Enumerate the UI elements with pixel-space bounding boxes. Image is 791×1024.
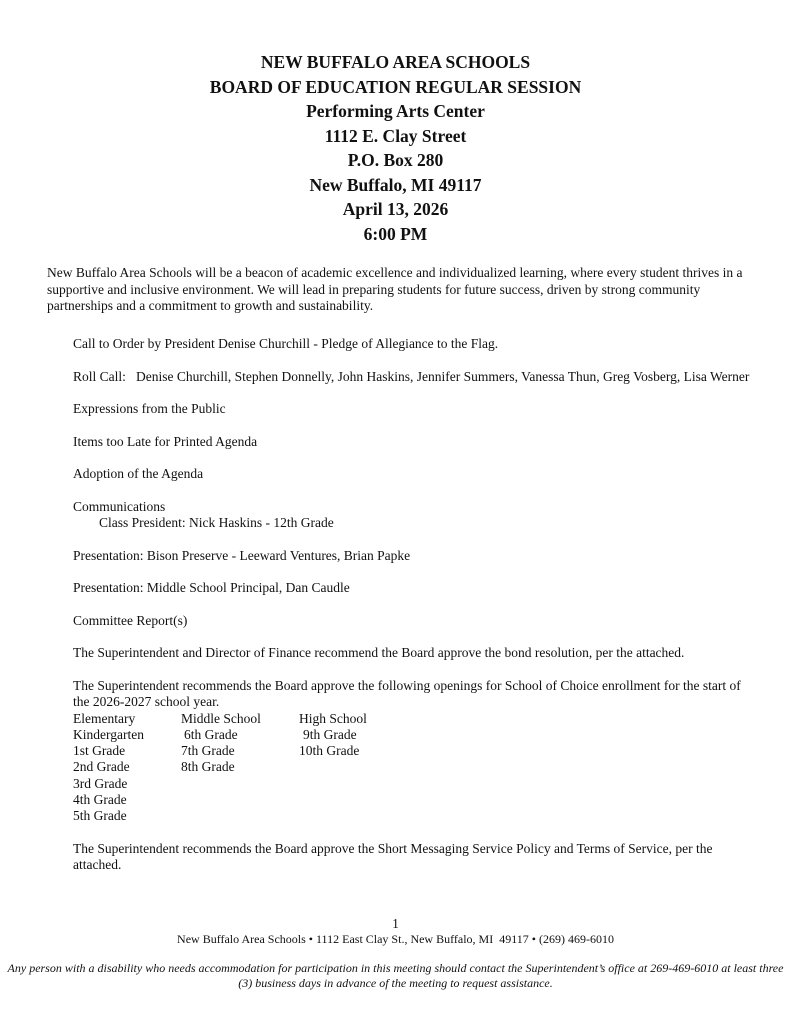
grade-cell (299, 808, 429, 824)
grade-cell: 3rd Grade (73, 775, 128, 791)
grade-cell: 7th Grade (181, 743, 235, 759)
agenda-item-roll-call: Roll Call: Denise Churchill, Stephen Donnelly, John Haskins, Jennifer Summers, Vanessa Thun, Greg Vosberg, Lisa Werner (73, 368, 750, 384)
grade-openings-table (73, 711, 753, 825)
grade-column-header: High School (299, 710, 367, 726)
grade-cell (181, 776, 299, 792)
grade-cell: 9th Grade (303, 726, 357, 742)
grade-cell: 6th Grade (184, 726, 238, 742)
grade-cell (299, 792, 429, 808)
agenda-item-school-of-choice (73, 678, 753, 825)
communications-class-president: Class President: Nick Haskins - 12th Grade (99, 515, 334, 530)
grade-cell: 5th Grade (73, 808, 127, 824)
grade-cell: 10th Grade (299, 743, 360, 759)
footer-address: New Buffalo Area Schools • 1112 East Clay St., New Buffalo, MI 49117 • (269) 469-6010 (177, 932, 614, 946)
grade-cell: 8th Grade (181, 759, 235, 775)
grade-column-header: Elementary (73, 710, 136, 726)
agenda-item-sms-policy: The Superintendent recommends the Board approve the Short Messaging Service Policy and Terms of Service, per the attached. (73, 840, 713, 873)
agenda-item-expressions: Expressions from the Public (73, 401, 226, 416)
header-venue: Performing Arts Center (306, 101, 485, 121)
agenda-item-bond-resolution: The Superintendent and Director of Finance recommend the Board approve the bond resolution, per the attached. (73, 645, 685, 660)
agenda-item-communications (73, 499, 753, 532)
document-header (0, 50, 791, 246)
grade-cell: 4th Grade (73, 791, 127, 807)
grade-cell: Kindergarten (73, 726, 144, 742)
grade-cell: 2nd Grade (73, 759, 130, 775)
header-time: 6:00 PM (363, 223, 428, 244)
grade-cell: 1st Grade (73, 743, 126, 759)
grade-cell (299, 776, 429, 792)
header-city: New Buffalo, MI 49117 (309, 174, 482, 195)
agenda-item-call-to-order: Call to Order by President Denise Churchill - Pledge of Allegiance to the Flag. (73, 336, 499, 351)
grade-column-header: Middle School (181, 710, 261, 726)
mission-statement: New Buffalo Area Schools will be a beacon of academic excellence and individualized learning, where every student thrives in a supportive and inclusive environment. We will lead in preparing students for future success, driven by strong community partnerships and a commitment to growth and sustainability. (47, 265, 743, 313)
header-date: April 13, 2026 (342, 199, 449, 219)
header-district-name: NEW BUFFALO AREA SCHOOLS (260, 52, 531, 72)
page-number: 1 (392, 916, 399, 931)
header-po-box: P.O. Box 280 (347, 150, 444, 170)
grade-cell (181, 792, 299, 808)
communications-heading: Communications (73, 498, 166, 514)
grade-cell (299, 759, 429, 775)
header-session-title: BOARD OF EDUCATION REGULAR SESSION (209, 76, 582, 97)
agenda-item-adoption: Adoption of the Agenda (73, 466, 204, 481)
agenda-item-committee-reports: Committee Report(s) (73, 612, 188, 628)
agenda-list (73, 336, 753, 890)
header-street: 1112 E. Clay Street (324, 125, 467, 146)
agenda-item-presentation-principal: Presentation: Middle School Principal, Dan Caudle (73, 580, 350, 595)
grade-cell (181, 808, 299, 824)
accommodation-notice: Any person with a disability who needs accommodation for participation in this meeting should contact the Superintendent’s office at 269-469-6010 at least three (3) business days in advance of the meeting to request assistance. (7, 961, 784, 990)
agenda-item-items-too-late: Items too Late for Printed Agenda (73, 433, 258, 449)
agenda-item-presentation-bison: Presentation: Bison Preserve - Leeward Ventures, Brian Papke (73, 547, 411, 563)
school-of-choice-text: The Superintendent recommends the Board approve the following openings for School of Choice enrollment for the start of the 2026-2027 school year. (73, 677, 741, 709)
